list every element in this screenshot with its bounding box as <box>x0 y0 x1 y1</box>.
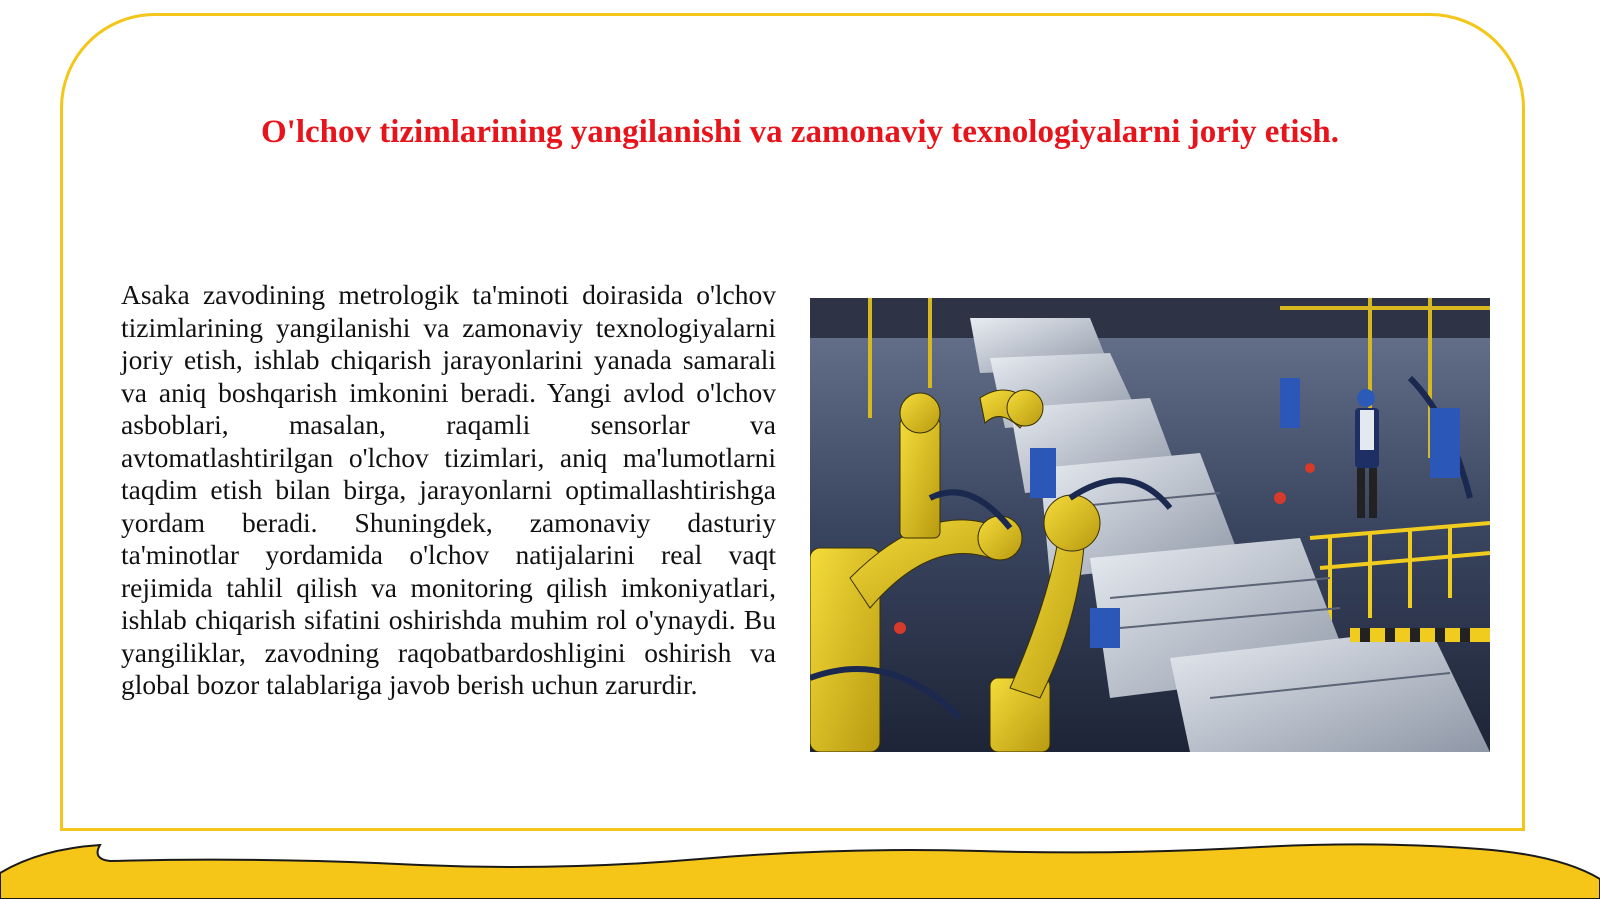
slide-title: O'lchov tizimlarining yangilanishi va zamonaviy texnologiyalarni joriy etish. <box>260 114 1340 150</box>
body-paragraph: Asaka zavodining metrologik ta'minoti doirasida o'lchov tizimlarining yangilanishi va zamonaviy texnologiyalarni joriy etish, ishlab chiqarish jarayonlarini yanada samarali va aniq boshqarish imkonini beradi. Yangi avlod o'lchov asboblari, masalan, raqamli sensorlar va avtomatlashtirilgan o'lchov tizimlari, aniq ma'lumotlarni taqdim etish bilan birga, jarayonlarni optimallashtirishga yordam beradi. Shuningdek, zamonaviy dasturiy ta'minotlar yordamida o'lchov natijalarini real vaqt rejimida tahlil qilish va monitoring qilish imkoniyatlari, ishlab chiqarish sifatini oshirishda muhim rol o'ynaydi. Bu yangiliklar, zavodning raqobatbardoshligini oshirish va global bozor talablariga javob berish uchun zarurdir. <box>121 279 776 700</box>
factory-assembly-line-photo <box>810 298 1490 752</box>
decorative-bottom-wave <box>0 835 1600 899</box>
